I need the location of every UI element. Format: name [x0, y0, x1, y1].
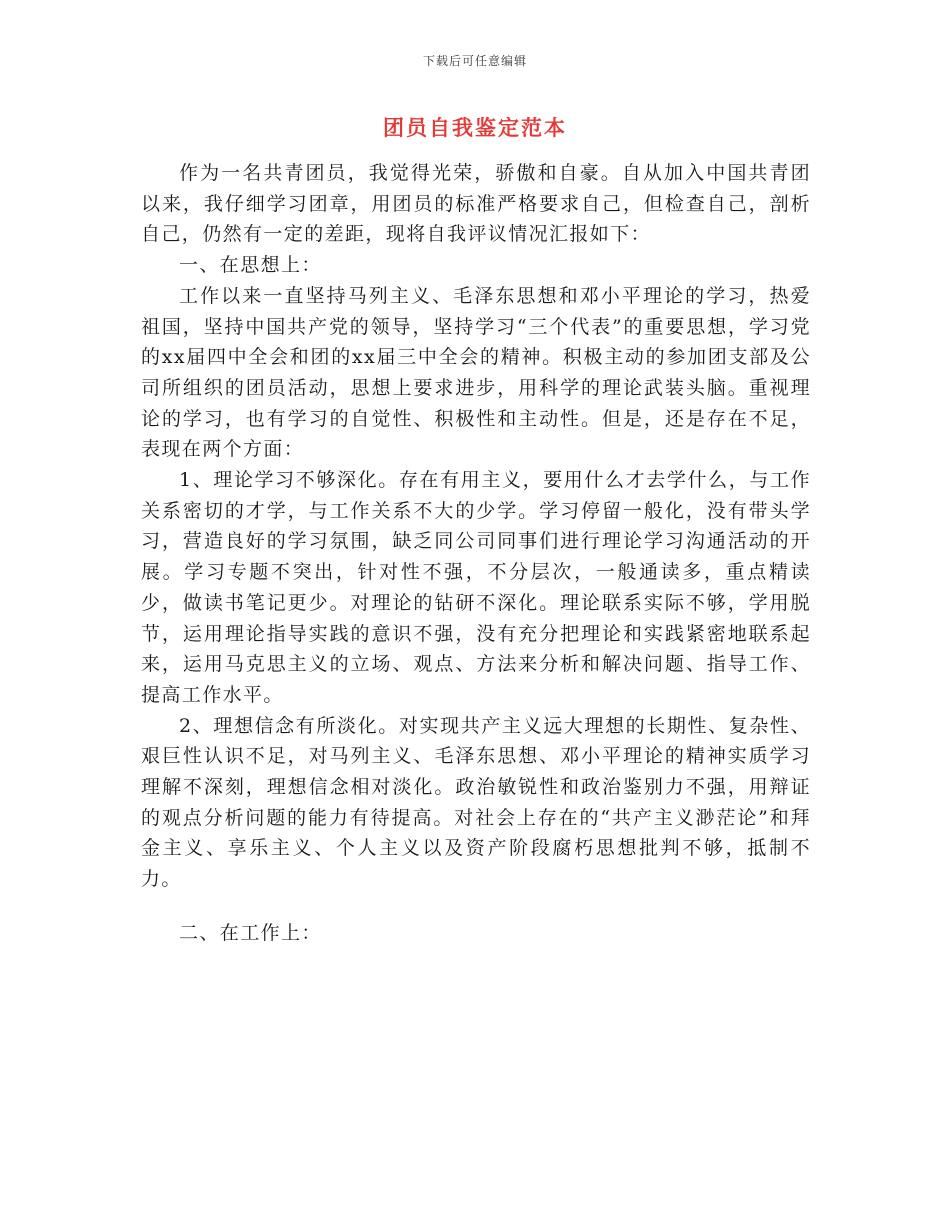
paragraph-thought: 工作以来一直坚持马列主义、毛泽东思想和邓小平理论的学习，热爱祖国，坚持中国共产党的领导，坚持学习“三个代表”的重要思想，学习党的xx届四中全会和团的xx届三中全会的精神。积极主动的参加团支部及公司所组织的团员活动，思想上要求进步，用科学的理论武装头脑。重视理论的学习，也有学习的自觉性、积极性和主动性。但是，还是存在不足，表现在两个方面： — [141, 284, 811, 461]
document-body — [141, 158, 811, 949]
paragraph-point-2: 2、理想信念有所淡化。对实现共产主义远大理想的长期性、复杂性、艰巨性认识不足，对马列主义、毛泽东思想、邓小平理论的精神实质学习理解不深刻，理想信念相对淡化。政治敏锐性和政治鉴别力不强，用辩证的观点分析问题的能力有待提高。对社会上存在的“共产主义渺茫论”和拜金主义、享乐主义、个人主义以及资产阶段腐朽思想批判不够，抵制不力。 — [141, 714, 811, 891]
section-heading-work: 二、在工作上： — [179, 921, 322, 944]
section-heading-thought: 一、在思想上： — [179, 254, 322, 277]
paragraph-point-1: 1、理论学习不够深化。存在有用主义，要用什么才去学什么，与工作关系密切的才学，与工作关系不大的少学。学习停留一般化，没有带头学习，营造良好的学习氛围，缺乏同公司同事们进行理论学习沟通活动的开展。学习专题不突出，针对性不强，不分层次，一般通读多，重点精读少，做读书笔记更少。对理论的钻研不深化。理论联系实际不够，学用脱节，运用理论指导实践的意识不强，没有充分把理论和实践紧密地联系起来，运用马克思主义的立场、观点、方法来分析和解决问题、指导工作、提高工作水平。 — [141, 469, 811, 706]
document-title: 团员自我鉴定范本 — [383, 116, 567, 140]
header-note: 下载后可任意编辑 — [422, 54, 527, 68]
paragraph-intro: 作为一名共青团员，我觉得光荣，骄傲和自豪。自从加入中国共青团以来，我仔细学习团章，用团员的标准严格要求自己，但检查自己，剖析自己，仍然有一定的差距，现将自我评议情况汇报如下： — [141, 162, 811, 246]
